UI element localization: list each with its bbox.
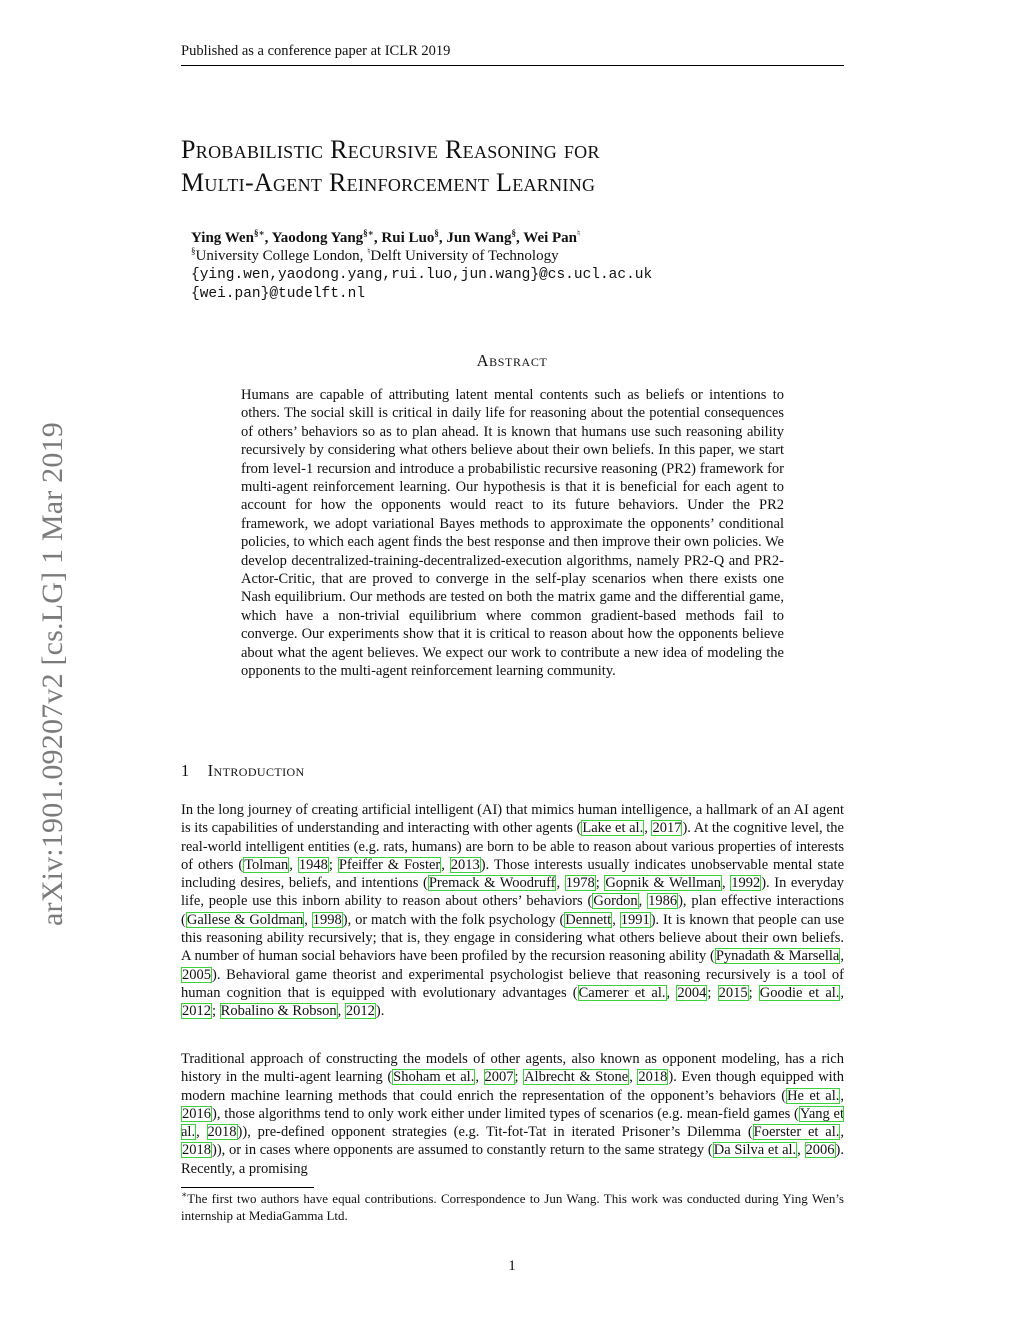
citation-link[interactable]: Gopnik & Wellman (605, 875, 721, 892)
author-mark: §∗ (363, 228, 374, 238)
author-name: Jun Wang (446, 230, 512, 246)
author-name: Wei Pan (523, 230, 578, 246)
citation-link[interactable]: 2012 (182, 1003, 211, 1020)
abstract-heading: Abstract (476, 351, 548, 370)
citation-link[interactable]: Goodie et al. (759, 984, 840, 1001)
affiliations (191, 246, 559, 266)
citation-link[interactable]: 1978 (565, 875, 595, 892)
citation-link[interactable]: 2006 (805, 1142, 835, 1159)
intro-paragraph-1: In the long journey of creating artificial intelligent (AI) that mimics human intelligence, a hallmark of an AI agent is its capabilities of understanding and interacting with other agents (Lake et al., 2017). At the cognitive level, the real-world intelligent entities (e.g. rats, humans) are born to be able to reason about various properties of interests of others (Tolman, 1948; Pfeiffer & Foster, 2013). Those interests usually indicates unobservable mental state including desires, beliefs, and intentions (Premack & Woodruff, 1978; Gopnik & Wellman, 1992). In everyday life, people use this inborn ability to reason about others’ behaviors (Gordon, 1986), plan effective interactions (Gallese & Goldman, 1998), or match with the folk psychology (Dennett, 1991). It is known that people can use this reasoning ability recursively; that is, they engage in considering what others believe about their own beliefs. A number of human social behaviors have been profiled by the recursion reasoning ability (Pynadath & Marsella, 2005). Behavioral game theorist and experimental psychologist believe that reasoning recursively is a tool of human cognition that is equipped with evolutionary advantages (Camerer et al., 2004; 2015; Goodie et al., 2012; Robalino & Robson, 2012). (181, 802, 845, 1020)
citation-link[interactable]: Foerster et al. (753, 1124, 840, 1141)
footnote-rule (181, 1187, 314, 1188)
affiliation-ucl: University College London, (195, 248, 368, 264)
citation-link[interactable]: Yang et al. (181, 1105, 844, 1141)
citation-link[interactable]: Gallese & Goldman (186, 911, 304, 928)
citation-link[interactable]: 2017 (652, 820, 682, 837)
footnote-mark: ∗ (181, 1189, 188, 1200)
citation-link[interactable]: 1998 (312, 911, 342, 928)
author-list: Ying Wen§∗, Yaodong Yang§∗, Rui Luo§, Jun Wang§, Wei Pan♮ (191, 228, 581, 246)
citation-link[interactable]: 1992 (731, 875, 761, 892)
section-number: 1 (181, 761, 190, 780)
affiliation-mark: ♮ (367, 246, 371, 256)
citation-link[interactable]: Gordon (593, 893, 638, 910)
section-title: Introduction (207, 761, 305, 780)
citation-link[interactable]: 2018 (638, 1069, 668, 1086)
author-name: Yaodong Yang (271, 230, 364, 246)
author-mark: § (434, 228, 439, 238)
email-line-ucl[interactable]: {ying.wen,yaodong.yang,rui.luo,jun.wang}@cs.ucl.ac.uk (191, 267, 653, 283)
running-header: Published as a conference paper at ICLR 2019 (181, 43, 451, 59)
email-line-tudelft[interactable]: {wei.pan}@tudelft.nl (191, 286, 366, 302)
citation-link[interactable]: 2007 (484, 1069, 514, 1086)
citation-link[interactable]: Lake et al. (582, 820, 644, 837)
author-mark: § (511, 228, 517, 238)
citation-link[interactable]: Tolman (244, 856, 289, 873)
citation-link[interactable]: Shoham et al. (393, 1069, 475, 1086)
affiliation-tudelft: Delft University of Technology (370, 248, 559, 264)
citation-link[interactable]: 2018 (207, 1124, 237, 1141)
author-name: Rui Luo (381, 230, 435, 246)
citation-link[interactable]: 2004 (677, 984, 707, 1001)
page-number: 1 (508, 1258, 516, 1274)
citation-link[interactable]: 1991 (620, 911, 650, 928)
footnote-text: The first two authors have equal contributions. Correspondence to Jun Wang. This work was conducted during Ying Wen’s internship at MediaGamma Ltd. (181, 1191, 844, 1223)
citation-link[interactable]: Camerer et al. (578, 984, 666, 1001)
section-heading-introduction (181, 761, 305, 781)
citation-link[interactable]: 2015 (718, 984, 748, 1001)
paper-title (181, 133, 861, 199)
citation-link[interactable]: Da Silva et al. (713, 1142, 797, 1159)
citation-link[interactable]: Pfeiffer & Foster (338, 856, 441, 873)
citation-link[interactable]: 2005 (182, 966, 211, 983)
header-rule (181, 65, 844, 66)
citation-link[interactable]: 1986 (648, 893, 678, 910)
title-line-2: Multi-Agent Reinforcement Learning (181, 168, 596, 197)
footnote (181, 1191, 844, 1224)
affiliation-mark: § (191, 246, 196, 256)
citation-link[interactable]: Robalino & Robson (220, 1003, 337, 1020)
author-name: Ying Wen (191, 230, 254, 246)
citation-link[interactable]: 2018 (182, 1142, 211, 1159)
author-mark: ♮ (577, 228, 581, 238)
author-mark: §∗ (253, 228, 265, 238)
citation-link[interactable]: 2016 (182, 1105, 211, 1122)
citation-link[interactable]: He et al. (787, 1087, 840, 1104)
citation-link[interactable]: Albrecht & Stone (524, 1069, 629, 1086)
citation-link[interactable]: 2012 (345, 1003, 375, 1020)
citation-link[interactable]: 1948 (298, 856, 328, 873)
citation-link[interactable]: Dennett (565, 911, 612, 928)
citation-link[interactable]: 2013 (450, 856, 480, 873)
citation-link[interactable]: Pynadath & Marsella (715, 948, 840, 965)
intro-paragraph-2: Traditional approach of constructing the models of other agents, also known as opponent modeling, has a rich history in the multi-agent learning (Shoham et al., 2007; Albrecht & Stone, 2018). Even though equipped with modern machine learning methods that could enrich the representation of the opponent’s behaviors (He et al., 2016), those algorithms tend to only work either under limited types of scenarios (e.g. mean-field games (Yang et al., 2018)), pre-defined opponent strategies (e.g. Tit-fot-Tat in iterated Prisoner’s Dilemma (Foerster et al., 2018)), or in cases where opponents are assumed to constantly return to the same strategy (Da Silva et al., 2006). Recently, a promising (181, 1051, 844, 1177)
title-line-1: Probabilistic Recursive Reasoning for (181, 135, 600, 164)
abstract-body: Humans are capable of attributing latent mental contents such as beliefs or intentions to others. The social skill is critical in daily life for reasoning about the potential consequences of others’ behaviors so as to plan ahead. It is known that humans use such reasoning ability recursively by considering what others believe about their own beliefs. In this paper, we start from level-1 recursion and introduce a probabilistic recursive reasoning (PR2) framework for multi-agent reinforcement learning. Our hypothesis is that it is beneficial for each agent to account for how the opponents would react to its future behaviors. Under the PR2 framework, we adopt variational Bayes methods to approximate the opponents’ conditional policies, to which each agent finds the best response and then improve their own policies. We develop decentralized-training-decentralized-execution algorithms, namely PR2-Q and PR2-Actor-Critic, that are proved to converge in the self-play scenarios when there exists one Nash equilibrium. Our methods are tested on both the matrix game and the differential game, which have a non-trivial equilibrium where common gradient-based methods fail to converge. Our experiments show that it is critical to reason about how the opponents believe about what the agent believes. We expect our work to contribute a new idea of modeling the opponents to the multi-agent reinforcement learning community. (241, 387, 784, 680)
citation-link[interactable]: Premack & Woodruff (428, 875, 556, 892)
arxiv-stamp: arXiv:1901.09207v2 [cs.LG] 1 Mar 2019 (36, 422, 69, 926)
